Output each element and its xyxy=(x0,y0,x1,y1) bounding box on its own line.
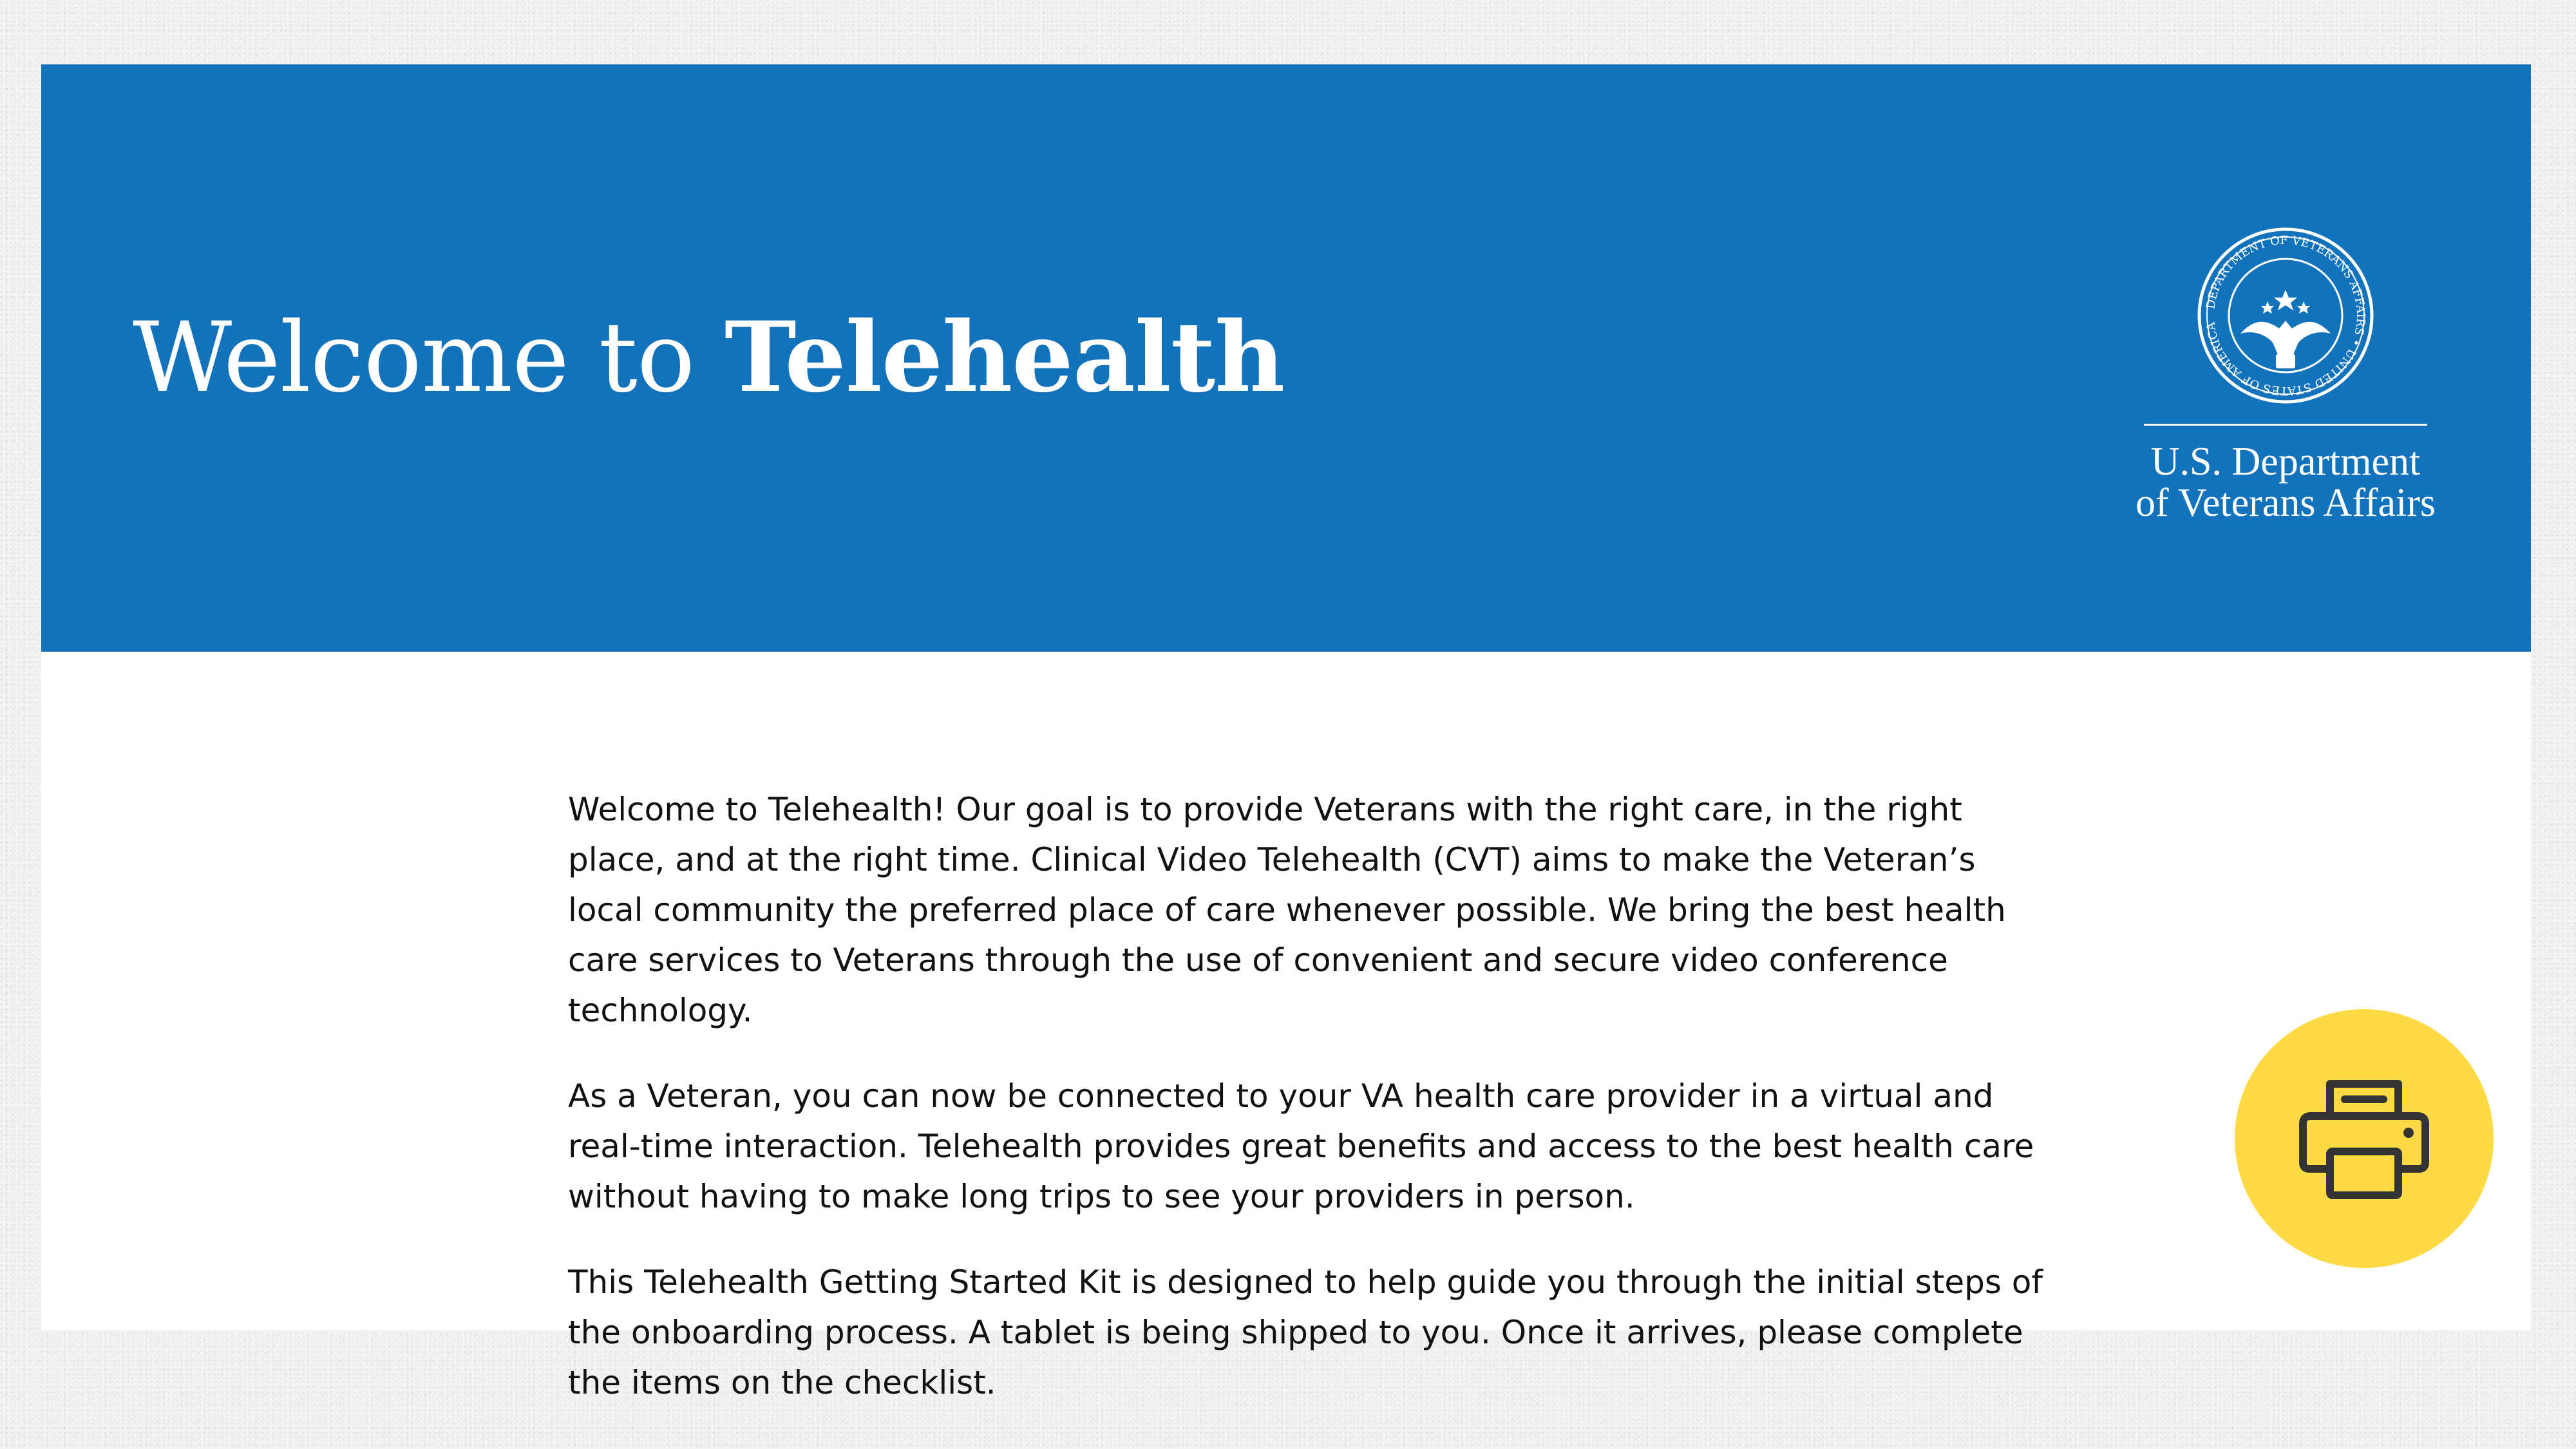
page-title-emphasis: Telehealth xyxy=(724,301,1285,414)
va-wordmark-line2: of Veterans Affairs xyxy=(2135,481,2436,525)
page-title xyxy=(133,301,1285,414)
va-wordmark xyxy=(2089,441,2482,524)
va-seal-icon xyxy=(2195,225,2376,406)
intro-paragraph: This Telehealth Getting Started Kit is designed to help guide you through the initial steps of the onboarding process. A tablet is being shipped to you. Once it arrives, please complete the items on the checklist. xyxy=(568,1264,2043,1401)
va-seal-text: DEPARTMENT OF VETERANS AFFAIRS • UNITED STATES OF AMERICA xyxy=(2204,233,2368,398)
intro-paragraph: Welcome to Telehealth! Our goal is to provide Veterans with the right care, in the right place, and at the right time. Clinical Video Telehealth (CVT) aims to make the Veteran’s local community the preferred place of care whenever possible. We bring the best health care services to Veterans through the use of convenient and secure video conference technology. xyxy=(568,791,2006,1029)
page-title-prefix: Welcome to xyxy=(133,302,724,414)
header-banner xyxy=(41,64,2531,652)
print-button[interactable] xyxy=(2235,1009,2494,1268)
intro-content xyxy=(568,784,2049,1443)
printer-icon xyxy=(2297,1077,2432,1200)
logo-divider xyxy=(2144,424,2427,426)
page xyxy=(41,64,2531,1401)
va-wordmark-line1: U.S. Department xyxy=(2150,440,2421,484)
intro-paragraph: As a Veteran, you can now be connected to your VA health care provider in a virtual and real-time interaction. Telehealth provides great benefits and access to the best health care without having to make long trips to see your providers in person. xyxy=(568,1077,2034,1215)
